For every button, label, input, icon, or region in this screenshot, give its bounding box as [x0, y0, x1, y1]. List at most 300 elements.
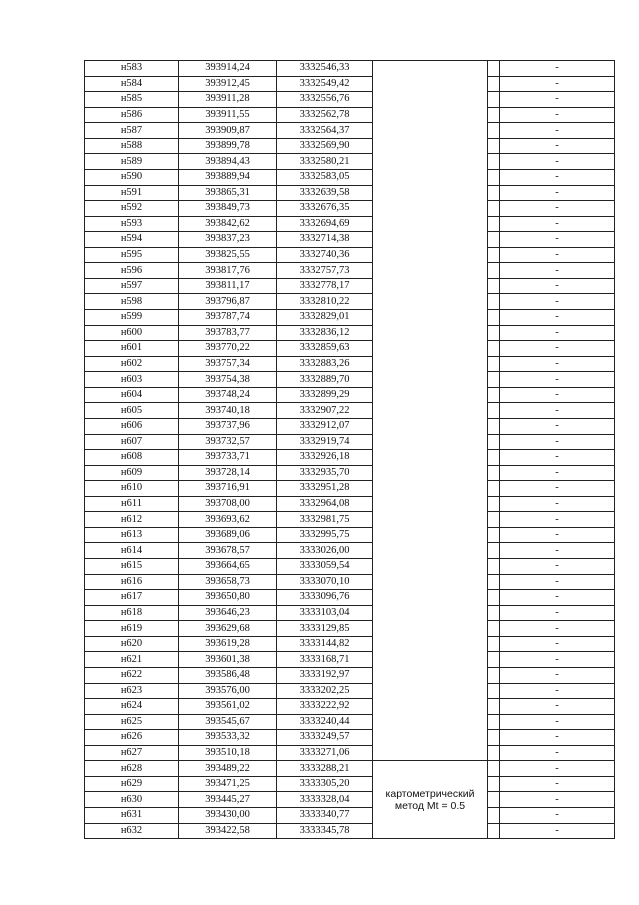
y-coordinate-cell: 3332935,70 — [277, 465, 373, 481]
x-coordinate-cell: 393629,68 — [179, 621, 277, 637]
table-row — [85, 247, 615, 263]
mark-cell: - — [500, 216, 615, 232]
mark-cell: - — [500, 434, 615, 450]
point-id-cell: н613 — [85, 527, 179, 543]
table-row — [85, 730, 615, 746]
spacer-cell — [488, 792, 500, 808]
point-id-cell: н590 — [85, 169, 179, 185]
x-coordinate-cell: 393770,22 — [179, 341, 277, 357]
mark-cell: - — [500, 481, 615, 497]
mark-cell: - — [500, 356, 615, 372]
spacer-cell — [488, 76, 500, 92]
mark-cell: - — [500, 76, 615, 92]
point-id-cell: н626 — [85, 730, 179, 746]
x-coordinate-cell: 393754,38 — [179, 372, 277, 388]
mark-cell: - — [500, 559, 615, 575]
x-coordinate-cell: 393561,02 — [179, 699, 277, 715]
mark-cell: - — [500, 590, 615, 606]
point-id-cell: н632 — [85, 823, 179, 839]
y-coordinate-cell: 3333249,57 — [277, 730, 373, 746]
point-id-cell: н591 — [85, 185, 179, 201]
x-coordinate-cell: 393716,91 — [179, 481, 277, 497]
x-coordinate-cell: 393737,96 — [179, 418, 277, 434]
table-row — [85, 154, 615, 170]
spacer-cell — [488, 154, 500, 170]
point-id-cell: н601 — [85, 341, 179, 357]
y-coordinate-cell: 3333222,92 — [277, 699, 373, 715]
y-coordinate-cell: 3333288,21 — [277, 761, 373, 777]
mark-cell: - — [500, 201, 615, 217]
mark-cell: - — [500, 123, 615, 139]
table-row — [85, 107, 615, 123]
mark-cell: - — [500, 465, 615, 481]
spacer-cell — [488, 123, 500, 139]
y-coordinate-cell: 3332676,35 — [277, 201, 373, 217]
mark-cell: - — [500, 574, 615, 590]
table-row — [85, 636, 615, 652]
x-coordinate-cell: 393783,77 — [179, 325, 277, 341]
x-coordinate-cell: 393430,00 — [179, 808, 277, 824]
mark-cell: - — [500, 61, 615, 77]
x-coordinate-cell: 393733,71 — [179, 450, 277, 466]
table-row — [85, 403, 615, 419]
spacer-cell — [488, 232, 500, 248]
x-coordinate-cell: 393911,28 — [179, 92, 277, 108]
table-row — [85, 450, 615, 466]
spacer-cell — [488, 481, 500, 497]
table-row — [85, 776, 615, 792]
spacer-cell — [488, 559, 500, 575]
x-coordinate-cell: 393825,55 — [179, 247, 277, 263]
mark-cell: - — [500, 745, 615, 761]
point-id-cell: н604 — [85, 387, 179, 403]
mark-cell: - — [500, 403, 615, 419]
x-coordinate-cell: 393422,58 — [179, 823, 277, 839]
spacer-cell — [488, 761, 500, 777]
spacer-cell — [488, 450, 500, 466]
y-coordinate-cell: 3332778,17 — [277, 278, 373, 294]
x-coordinate-cell: 393842,62 — [179, 216, 277, 232]
y-coordinate-cell: 3333103,04 — [277, 605, 373, 621]
mark-cell: - — [500, 418, 615, 434]
point-id-cell: н583 — [85, 61, 179, 77]
mark-cell: - — [500, 387, 615, 403]
table-row — [85, 512, 615, 528]
table-row — [85, 92, 615, 108]
mark-cell: - — [500, 543, 615, 559]
point-id-cell: н629 — [85, 776, 179, 792]
table-row — [85, 590, 615, 606]
table-row — [85, 667, 615, 683]
table-row — [85, 745, 615, 761]
x-coordinate-cell: 393899,78 — [179, 138, 277, 154]
mark-cell: - — [500, 652, 615, 668]
table-row — [85, 559, 615, 575]
method-name: картометрический — [385, 787, 475, 800]
spacer-cell — [488, 434, 500, 450]
spacer-cell — [488, 418, 500, 434]
y-coordinate-cell: 3332981,75 — [277, 512, 373, 528]
point-id-cell: н609 — [85, 465, 179, 481]
mark-cell: - — [500, 154, 615, 170]
x-coordinate-cell: 393489,22 — [179, 761, 277, 777]
y-coordinate-cell: 3333240,44 — [277, 714, 373, 730]
x-coordinate-cell: 393909,87 — [179, 123, 277, 139]
y-coordinate-cell: 3332883,26 — [277, 356, 373, 372]
y-coordinate-cell: 3333345,78 — [277, 823, 373, 839]
spacer-cell — [488, 776, 500, 792]
spacer-cell — [488, 496, 500, 512]
point-id-cell: н599 — [85, 310, 179, 326]
x-coordinate-cell: 393689,06 — [179, 527, 277, 543]
point-id-cell: н623 — [85, 683, 179, 699]
mark-cell: - — [500, 138, 615, 154]
table-row — [85, 465, 615, 481]
x-coordinate-cell: 393817,76 — [179, 263, 277, 279]
x-coordinate-cell: 393728,14 — [179, 465, 277, 481]
table-row — [85, 574, 615, 590]
mark-cell: - — [500, 325, 615, 341]
x-coordinate-cell: 393510,18 — [179, 745, 277, 761]
y-coordinate-cell: 3332639,58 — [277, 185, 373, 201]
mark-cell: - — [500, 169, 615, 185]
point-id-cell: н605 — [85, 403, 179, 419]
x-coordinate-cell: 393678,57 — [179, 543, 277, 559]
mark-cell: - — [500, 683, 615, 699]
table-row — [85, 76, 615, 92]
x-coordinate-cell: 393757,34 — [179, 356, 277, 372]
y-coordinate-cell: 3333192,97 — [277, 667, 373, 683]
table-row — [85, 169, 615, 185]
x-coordinate-cell: 393837,23 — [179, 232, 277, 248]
y-coordinate-cell: 3333168,71 — [277, 652, 373, 668]
spacer-cell — [488, 808, 500, 824]
mark-cell: - — [500, 247, 615, 263]
y-coordinate-cell: 3332889,70 — [277, 372, 373, 388]
spacer-cell — [488, 294, 500, 310]
point-id-cell: н622 — [85, 667, 179, 683]
spacer-cell — [488, 605, 500, 621]
spacer-cell — [488, 325, 500, 341]
y-coordinate-cell: 3332899,29 — [277, 387, 373, 403]
mark-cell: - — [500, 341, 615, 357]
coordinates-table — [84, 60, 615, 839]
mark-cell: - — [500, 621, 615, 637]
table-row — [85, 714, 615, 730]
table-row — [85, 341, 615, 357]
y-coordinate-cell: 3332740,36 — [277, 247, 373, 263]
spacer-cell — [488, 310, 500, 326]
table-row — [85, 496, 615, 512]
mark-cell: - — [500, 808, 615, 824]
x-coordinate-cell: 393740,18 — [179, 403, 277, 419]
spacer-cell — [488, 636, 500, 652]
x-coordinate-cell: 393912,45 — [179, 76, 277, 92]
x-coordinate-cell: 393650,80 — [179, 590, 277, 606]
spacer-cell — [488, 169, 500, 185]
spacer-cell — [488, 730, 500, 746]
table-row — [85, 808, 615, 824]
spacer-cell — [488, 714, 500, 730]
table-row — [85, 652, 615, 668]
x-coordinate-cell: 393865,31 — [179, 185, 277, 201]
point-id-cell: н620 — [85, 636, 179, 652]
y-coordinate-cell: 3332757,73 — [277, 263, 373, 279]
table-row — [85, 185, 615, 201]
method-accuracy: метод Mt = 0.5 — [394, 799, 466, 812]
x-coordinate-cell: 393708,00 — [179, 496, 277, 512]
spacer-cell — [488, 512, 500, 528]
spacer-cell — [488, 216, 500, 232]
mark-cell: - — [500, 294, 615, 310]
point-id-cell: н598 — [85, 294, 179, 310]
y-coordinate-cell: 3332580,21 — [277, 154, 373, 170]
method-cell-empty — [373, 61, 488, 761]
y-coordinate-cell: 3333096,76 — [277, 590, 373, 606]
point-id-cell: н584 — [85, 76, 179, 92]
spacer-cell — [488, 543, 500, 559]
y-coordinate-cell: 3333328,04 — [277, 792, 373, 808]
y-coordinate-cell: 3333070,10 — [277, 574, 373, 590]
table-row — [85, 683, 615, 699]
mark-cell: - — [500, 792, 615, 808]
spacer-cell — [488, 574, 500, 590]
spacer-cell — [488, 138, 500, 154]
point-id-cell: н594 — [85, 232, 179, 248]
mark-cell: - — [500, 92, 615, 108]
table-row — [85, 61, 615, 77]
mark-cell: - — [500, 372, 615, 388]
point-id-cell: н616 — [85, 574, 179, 590]
x-coordinate-cell: 393646,23 — [179, 605, 277, 621]
spacer-cell — [488, 667, 500, 683]
y-coordinate-cell: 3332951,28 — [277, 481, 373, 497]
mark-cell: - — [500, 761, 615, 777]
x-coordinate-cell: 393914,24 — [179, 61, 277, 77]
x-coordinate-cell: 393911,55 — [179, 107, 277, 123]
mark-cell: - — [500, 512, 615, 528]
table-row — [85, 418, 615, 434]
point-id-cell: н607 — [85, 434, 179, 450]
point-id-cell: н624 — [85, 699, 179, 715]
spacer-cell — [488, 387, 500, 403]
x-coordinate-cell: 393748,24 — [179, 387, 277, 403]
x-coordinate-cell: 393658,73 — [179, 574, 277, 590]
x-coordinate-cell: 393693,62 — [179, 512, 277, 528]
spacer-cell — [488, 263, 500, 279]
x-coordinate-cell: 393811,17 — [179, 278, 277, 294]
mark-cell: - — [500, 107, 615, 123]
point-id-cell: н615 — [85, 559, 179, 575]
point-id-cell: н627 — [85, 745, 179, 761]
point-id-cell: н618 — [85, 605, 179, 621]
spacer-cell — [488, 745, 500, 761]
x-coordinate-cell: 393601,38 — [179, 652, 277, 668]
y-coordinate-cell: 3333026,00 — [277, 543, 373, 559]
point-id-cell: н606 — [85, 418, 179, 434]
spacer-cell — [488, 201, 500, 217]
point-id-cell: н588 — [85, 138, 179, 154]
point-id-cell: н603 — [85, 372, 179, 388]
spacer-cell — [488, 341, 500, 357]
x-coordinate-cell: 393576,00 — [179, 683, 277, 699]
table-row — [85, 278, 615, 294]
mark-cell: - — [500, 263, 615, 279]
mark-cell: - — [500, 450, 615, 466]
mark-cell: - — [500, 496, 615, 512]
mark-cell: - — [500, 714, 615, 730]
x-coordinate-cell: 393533,32 — [179, 730, 277, 746]
y-coordinate-cell: 3332859,63 — [277, 341, 373, 357]
spacer-cell — [488, 621, 500, 637]
y-coordinate-cell: 3332549,42 — [277, 76, 373, 92]
y-coordinate-cell: 3333271,06 — [277, 745, 373, 761]
x-coordinate-cell: 393732,57 — [179, 434, 277, 450]
table-row — [85, 294, 615, 310]
y-coordinate-cell: 3332995,75 — [277, 527, 373, 543]
mark-cell: - — [500, 823, 615, 839]
table-row — [85, 605, 615, 621]
y-coordinate-cell: 3332569,90 — [277, 138, 373, 154]
point-id-cell: н593 — [85, 216, 179, 232]
table-row — [85, 356, 615, 372]
spacer-cell — [488, 823, 500, 839]
x-coordinate-cell: 393471,25 — [179, 776, 277, 792]
point-id-cell: н631 — [85, 808, 179, 824]
mark-cell: - — [500, 185, 615, 201]
coordinates-table-body — [85, 61, 615, 839]
table-row — [85, 123, 615, 139]
y-coordinate-cell: 3333129,85 — [277, 621, 373, 637]
point-id-cell: н600 — [85, 325, 179, 341]
spacer-cell — [488, 699, 500, 715]
point-id-cell: н597 — [85, 278, 179, 294]
spacer-cell — [488, 107, 500, 123]
table-row — [85, 761, 615, 777]
point-id-cell: н589 — [85, 154, 179, 170]
spacer-cell — [488, 527, 500, 543]
point-id-cell: н612 — [85, 512, 179, 528]
y-coordinate-cell: 3332546,33 — [277, 61, 373, 77]
x-coordinate-cell: 393664,65 — [179, 559, 277, 575]
table-row — [85, 201, 615, 217]
y-coordinate-cell: 3332694,69 — [277, 216, 373, 232]
mark-cell: - — [500, 278, 615, 294]
x-coordinate-cell: 393445,27 — [179, 792, 277, 808]
y-coordinate-cell: 3332836,12 — [277, 325, 373, 341]
table-row — [85, 232, 615, 248]
spacer-cell — [488, 356, 500, 372]
point-id-cell: н586 — [85, 107, 179, 123]
x-coordinate-cell: 393619,28 — [179, 636, 277, 652]
spacer-cell — [488, 372, 500, 388]
y-coordinate-cell: 3333340,77 — [277, 808, 373, 824]
x-coordinate-cell: 393889,94 — [179, 169, 277, 185]
table-row — [85, 792, 615, 808]
x-coordinate-cell: 393545,67 — [179, 714, 277, 730]
mark-cell: - — [500, 605, 615, 621]
y-coordinate-cell: 3333305,20 — [277, 776, 373, 792]
spacer-cell — [488, 61, 500, 77]
point-id-cell: н630 — [85, 792, 179, 808]
table-row — [85, 543, 615, 559]
point-id-cell: н625 — [85, 714, 179, 730]
table-row — [85, 263, 615, 279]
spacer-cell — [488, 247, 500, 263]
point-id-cell: н617 — [85, 590, 179, 606]
point-id-cell: н614 — [85, 543, 179, 559]
table-row — [85, 216, 615, 232]
y-coordinate-cell: 3332912,07 — [277, 418, 373, 434]
point-id-cell: н608 — [85, 450, 179, 466]
y-coordinate-cell: 3332829,01 — [277, 310, 373, 326]
spacer-cell — [488, 683, 500, 699]
method-cell — [373, 761, 488, 839]
point-id-cell: н621 — [85, 652, 179, 668]
point-id-cell: н628 — [85, 761, 179, 777]
table-row — [85, 621, 615, 637]
mark-cell: - — [500, 776, 615, 792]
x-coordinate-cell: 393849,73 — [179, 201, 277, 217]
spacer-cell — [488, 652, 500, 668]
y-coordinate-cell: 3332919,74 — [277, 434, 373, 450]
spacer-cell — [488, 92, 500, 108]
y-coordinate-cell: 3332926,18 — [277, 450, 373, 466]
mark-cell: - — [500, 310, 615, 326]
y-coordinate-cell: 3333144,82 — [277, 636, 373, 652]
spacer-cell — [488, 465, 500, 481]
point-id-cell: н602 — [85, 356, 179, 372]
y-coordinate-cell: 3332714,38 — [277, 232, 373, 248]
y-coordinate-cell: 3332810,22 — [277, 294, 373, 310]
y-coordinate-cell: 3332562,78 — [277, 107, 373, 123]
spacer-cell — [488, 185, 500, 201]
table-row — [85, 325, 615, 341]
x-coordinate-cell: 393586,48 — [179, 667, 277, 683]
mark-cell: - — [500, 699, 615, 715]
y-coordinate-cell: 3333202,25 — [277, 683, 373, 699]
point-id-cell: н587 — [85, 123, 179, 139]
table-row — [85, 434, 615, 450]
spacer-cell — [488, 403, 500, 419]
x-coordinate-cell: 393787,74 — [179, 310, 277, 326]
y-coordinate-cell: 3332907,22 — [277, 403, 373, 419]
point-id-cell: н585 — [85, 92, 179, 108]
y-coordinate-cell: 3333059,54 — [277, 559, 373, 575]
y-coordinate-cell: 3332564,37 — [277, 123, 373, 139]
table-row — [85, 310, 615, 326]
table-row — [85, 138, 615, 154]
point-id-cell: н619 — [85, 621, 179, 637]
mark-cell: - — [500, 527, 615, 543]
spacer-cell — [488, 278, 500, 294]
mark-cell: - — [500, 232, 615, 248]
point-id-cell: н592 — [85, 201, 179, 217]
y-coordinate-cell: 3332964,08 — [277, 496, 373, 512]
table-row — [85, 372, 615, 388]
x-coordinate-cell: 393894,43 — [179, 154, 277, 170]
point-id-cell: н595 — [85, 247, 179, 263]
point-id-cell: н611 — [85, 496, 179, 512]
mark-cell: - — [500, 730, 615, 746]
mark-cell: - — [500, 636, 615, 652]
point-id-cell: н610 — [85, 481, 179, 497]
mark-cell: - — [500, 667, 615, 683]
table-row — [85, 527, 615, 543]
y-coordinate-cell: 3332556,76 — [277, 92, 373, 108]
x-coordinate-cell: 393796,87 — [179, 294, 277, 310]
table-row — [85, 387, 615, 403]
